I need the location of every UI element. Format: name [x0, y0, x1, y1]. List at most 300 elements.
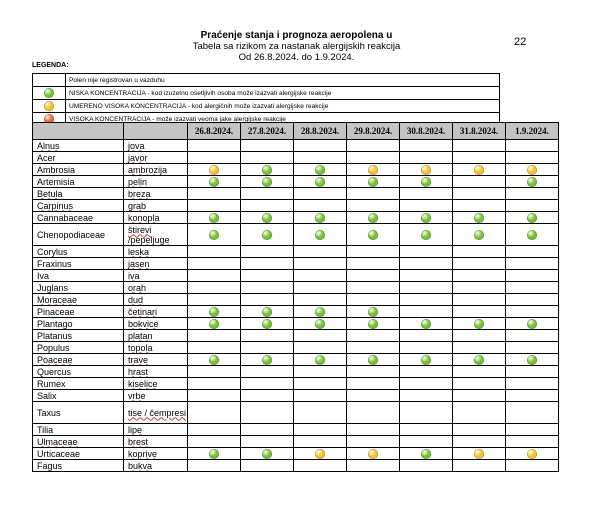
level-cell	[506, 424, 559, 436]
level-cell	[506, 448, 559, 460]
latin-name: Chenopodiaceae	[33, 224, 124, 246]
level-cell	[241, 270, 294, 282]
level-cell	[453, 188, 506, 200]
level-cell	[294, 306, 347, 318]
level-cell	[347, 164, 400, 176]
level-cell	[506, 378, 559, 390]
table-row	[33, 436, 559, 448]
level-cell	[188, 366, 241, 378]
level-cell	[188, 354, 241, 366]
level-cell	[506, 390, 559, 402]
level-cell	[241, 460, 294, 472]
table-row	[33, 246, 559, 258]
level-low-dot-icon	[209, 307, 219, 317]
local-name: pelin	[124, 176, 188, 188]
level-cell	[188, 282, 241, 294]
level-cell	[453, 176, 506, 188]
level-cell	[453, 270, 506, 282]
level-cell	[241, 246, 294, 258]
level-cell	[241, 448, 294, 460]
level-cell	[294, 378, 347, 390]
level-low-dot-icon	[527, 230, 537, 240]
level-cell	[188, 188, 241, 200]
level-low-dot-icon	[527, 177, 537, 187]
legend-icon-cell	[33, 87, 66, 100]
table-row	[33, 306, 559, 318]
page-number: 22	[514, 36, 527, 48]
level-cell	[347, 402, 400, 424]
level-cell	[506, 246, 559, 258]
level-cell	[347, 448, 400, 460]
level-cell	[294, 258, 347, 270]
level-cell	[188, 246, 241, 258]
level-cell	[347, 378, 400, 390]
level-cell	[400, 378, 453, 390]
local-name: četinari	[124, 306, 188, 318]
local-name: konopla	[124, 212, 188, 224]
level-cell	[241, 152, 294, 164]
level-low-dot-icon	[315, 355, 325, 365]
table-row	[33, 424, 559, 436]
level-low-dot-icon	[368, 307, 378, 317]
level-cell	[188, 436, 241, 448]
level-cell	[347, 282, 400, 294]
latin-name: Betula	[33, 188, 124, 200]
table-row	[33, 460, 559, 472]
level-cell	[400, 176, 453, 188]
local-name: bukva	[124, 460, 188, 472]
table-row	[33, 402, 559, 424]
table-row	[33, 224, 559, 246]
local-name: topola	[124, 342, 188, 354]
latin-name: Platanus	[33, 330, 124, 342]
legend-label: LEGENDA:	[32, 62, 69, 69]
latin-name: Carpinus	[33, 200, 124, 212]
local-name: jasen	[124, 258, 188, 270]
date-header-row	[33, 123, 559, 140]
level-cell	[241, 212, 294, 224]
level-cell	[506, 188, 559, 200]
table-row	[33, 294, 559, 306]
date-header: 31.8.2024.	[453, 123, 506, 140]
level-cell	[453, 246, 506, 258]
level-cell	[347, 330, 400, 342]
level-cell	[453, 424, 506, 436]
level-cell	[241, 200, 294, 212]
level-cell	[400, 436, 453, 448]
level-cell	[347, 366, 400, 378]
level-low-dot-icon	[368, 213, 378, 223]
level-cell	[453, 224, 506, 246]
level-cell	[188, 378, 241, 390]
level-cell	[400, 354, 453, 366]
level-medium-dot-icon	[368, 165, 378, 175]
level-cell	[347, 270, 400, 282]
local-name: iva	[124, 270, 188, 282]
level-cell	[506, 258, 559, 270]
level-cell	[188, 258, 241, 270]
level-cell	[400, 164, 453, 176]
local-name: kiselice	[124, 378, 188, 390]
level-cell	[453, 448, 506, 460]
level-cell	[506, 436, 559, 448]
level-cell	[241, 294, 294, 306]
level-cell	[188, 460, 241, 472]
local-name: leska	[124, 246, 188, 258]
level-cell	[453, 152, 506, 164]
level-cell	[241, 318, 294, 330]
local-name: jova	[124, 140, 188, 152]
level-low-dot-icon	[262, 319, 272, 329]
level-medium-dot-icon	[315, 449, 325, 459]
level-cell	[347, 306, 400, 318]
level-cell	[400, 212, 453, 224]
latin-name: Tilia	[33, 424, 124, 436]
level-low-dot-icon	[209, 230, 219, 240]
table-row	[33, 366, 559, 378]
level-cell	[506, 282, 559, 294]
level-cell	[241, 436, 294, 448]
table-row	[33, 282, 559, 294]
level-low-dot-icon	[262, 230, 272, 240]
legend-table	[32, 73, 500, 126]
level-cell	[400, 342, 453, 354]
local-name: grab	[124, 200, 188, 212]
level-cell	[453, 282, 506, 294]
table-row	[33, 164, 559, 176]
level-cell	[347, 258, 400, 270]
level-cell	[294, 318, 347, 330]
level-cell	[294, 152, 347, 164]
local-name: ambrozija	[124, 164, 188, 176]
level-cell	[400, 424, 453, 436]
yellow-dot-icon	[44, 101, 54, 111]
local-name: trave	[124, 354, 188, 366]
latin-name: Iva	[33, 270, 124, 282]
level-cell	[506, 294, 559, 306]
level-cell	[188, 152, 241, 164]
level-cell	[294, 390, 347, 402]
local-name: koprive	[124, 448, 188, 460]
latin-name: Fraxinus	[33, 258, 124, 270]
latin-name: Artemisia	[33, 176, 124, 188]
level-cell	[347, 354, 400, 366]
local-name: dud	[124, 294, 188, 306]
header-blank-cell	[33, 123, 124, 140]
level-cell	[400, 224, 453, 246]
level-cell	[453, 294, 506, 306]
level-cell	[453, 366, 506, 378]
level-cell	[241, 330, 294, 342]
level-cell	[188, 448, 241, 460]
table-row	[33, 212, 559, 224]
latin-name: Quercus	[33, 366, 124, 378]
level-cell	[188, 330, 241, 342]
level-cell	[188, 200, 241, 212]
date-header: 27.8.2024.	[241, 123, 294, 140]
level-cell	[347, 318, 400, 330]
legend-row-low	[33, 87, 500, 100]
latin-name: Juglans	[33, 282, 124, 294]
level-cell	[241, 306, 294, 318]
date-header: 1.9.2024.	[506, 123, 559, 140]
local-name: orah	[124, 282, 188, 294]
level-cell	[241, 188, 294, 200]
level-cell	[506, 460, 559, 472]
level-low-dot-icon	[262, 355, 272, 365]
table-row	[33, 354, 559, 366]
level-cell	[294, 436, 347, 448]
pollen-risk-table	[32, 122, 559, 472]
level-low-dot-icon	[474, 319, 484, 329]
level-cell	[347, 188, 400, 200]
level-cell	[347, 390, 400, 402]
level-cell	[188, 390, 241, 402]
level-cell	[506, 200, 559, 212]
level-cell	[241, 424, 294, 436]
level-cell	[188, 212, 241, 224]
local-name: brest	[124, 436, 188, 448]
level-cell	[453, 164, 506, 176]
green-dot-icon	[44, 88, 54, 98]
legend-text: NISKA KONCENTRACIJA - kod izuzetno osetljivih osoba može izazvati alergijske reakcije	[66, 87, 500, 100]
level-cell	[506, 342, 559, 354]
level-cell	[453, 318, 506, 330]
level-cell	[400, 294, 453, 306]
level-cell	[188, 306, 241, 318]
level-low-dot-icon	[474, 230, 484, 240]
level-low-dot-icon	[315, 213, 325, 223]
level-low-dot-icon	[315, 177, 325, 187]
level-cell	[241, 176, 294, 188]
level-cell	[347, 436, 400, 448]
level-cell	[400, 448, 453, 460]
table-row	[33, 200, 559, 212]
level-low-dot-icon	[368, 355, 378, 365]
level-low-dot-icon	[262, 307, 272, 317]
level-cell	[347, 200, 400, 212]
level-medium-dot-icon	[368, 449, 378, 459]
level-low-dot-icon	[368, 177, 378, 187]
level-cell	[347, 152, 400, 164]
level-cell	[188, 164, 241, 176]
level-medium-dot-icon	[527, 165, 537, 175]
level-cell	[188, 224, 241, 246]
level-cell	[400, 152, 453, 164]
latin-name: Rumex	[33, 378, 124, 390]
date-header: 29.8.2024.	[347, 123, 400, 140]
local-name: tise / čempresi	[124, 402, 188, 424]
level-cell	[188, 294, 241, 306]
document-title: Praćenje stanja i prognoza aeropolena u	[200, 30, 393, 41]
level-cell	[453, 390, 506, 402]
level-cell	[400, 140, 453, 152]
level-cell	[294, 200, 347, 212]
local-name: vrbe	[124, 390, 188, 402]
table-row	[33, 152, 559, 164]
local-name: platan	[124, 330, 188, 342]
level-cell	[241, 366, 294, 378]
date-header: 26.8.2024.	[188, 123, 241, 140]
level-cell	[294, 270, 347, 282]
level-low-dot-icon	[262, 449, 272, 459]
level-cell	[400, 200, 453, 212]
local-name: hrast	[124, 366, 188, 378]
level-cell	[347, 460, 400, 472]
latin-name: Plantago	[33, 318, 124, 330]
level-low-dot-icon	[368, 319, 378, 329]
level-cell	[294, 282, 347, 294]
document-subtitle: Tabela sa rizikom za nastanak alergijskih reakcija	[192, 41, 401, 52]
local-name: lipe	[124, 424, 188, 436]
level-cell	[241, 164, 294, 176]
level-cell	[347, 176, 400, 188]
level-low-dot-icon	[421, 177, 431, 187]
table-row	[33, 270, 559, 282]
local-name: štirevi /pepeljuge	[124, 224, 188, 246]
level-cell	[506, 402, 559, 424]
level-cell	[294, 366, 347, 378]
level-cell	[294, 164, 347, 176]
level-cell	[188, 342, 241, 354]
level-cell	[347, 424, 400, 436]
legend-icon-cell	[33, 100, 66, 113]
level-low-dot-icon	[209, 213, 219, 223]
level-cell	[453, 258, 506, 270]
level-cell	[400, 246, 453, 258]
level-cell	[241, 224, 294, 246]
level-cell	[453, 306, 506, 318]
level-cell	[188, 140, 241, 152]
level-low-dot-icon	[421, 355, 431, 365]
level-low-dot-icon	[315, 165, 325, 175]
level-low-dot-icon	[527, 355, 537, 365]
level-low-dot-icon	[262, 165, 272, 175]
level-medium-dot-icon	[209, 165, 219, 175]
level-cell	[453, 342, 506, 354]
legend-icon-cell	[33, 74, 66, 87]
level-cell	[241, 390, 294, 402]
level-cell	[453, 378, 506, 390]
level-cell	[453, 436, 506, 448]
table-row	[33, 176, 559, 188]
latin-name: Corylus	[33, 246, 124, 258]
level-cell	[347, 140, 400, 152]
level-cell	[188, 270, 241, 282]
level-cell	[188, 402, 241, 424]
table-row	[33, 342, 559, 354]
level-cell	[400, 390, 453, 402]
level-cell	[453, 212, 506, 224]
level-cell	[506, 140, 559, 152]
level-low-dot-icon	[262, 177, 272, 187]
level-medium-dot-icon	[474, 165, 484, 175]
level-low-dot-icon	[315, 230, 325, 240]
level-cell	[400, 460, 453, 472]
level-cell	[506, 224, 559, 246]
level-low-dot-icon	[421, 230, 431, 240]
latin-name: Taxus	[33, 402, 124, 424]
level-low-dot-icon	[474, 355, 484, 365]
level-low-dot-icon	[527, 319, 537, 329]
level-cell	[294, 354, 347, 366]
level-low-dot-icon	[209, 177, 219, 187]
latin-name: Pinaceae	[33, 306, 124, 318]
date-header: 28.8.2024.	[294, 123, 347, 140]
level-cell	[400, 188, 453, 200]
level-medium-dot-icon	[474, 449, 484, 459]
level-medium-dot-icon	[527, 449, 537, 459]
level-cell	[400, 318, 453, 330]
level-cell	[400, 330, 453, 342]
level-cell	[241, 342, 294, 354]
header-blank-cell	[124, 123, 188, 140]
level-cell	[453, 402, 506, 424]
level-low-dot-icon	[209, 355, 219, 365]
level-cell	[294, 140, 347, 152]
level-cell	[453, 200, 506, 212]
legend-text: UMERENO VISOKA KONCENTRACIJA - kod alergičnih može izazvati alergijske reakcije	[66, 100, 500, 113]
level-cell	[294, 448, 347, 460]
level-cell	[294, 176, 347, 188]
level-cell	[506, 212, 559, 224]
level-low-dot-icon	[209, 319, 219, 329]
local-name: bokvice	[124, 318, 188, 330]
level-cell	[506, 354, 559, 366]
level-cell	[241, 282, 294, 294]
level-cell	[400, 258, 453, 270]
level-low-dot-icon	[421, 213, 431, 223]
level-cell	[400, 402, 453, 424]
table-row	[33, 330, 559, 342]
level-cell	[400, 282, 453, 294]
level-low-dot-icon	[315, 307, 325, 317]
local-name: javor	[124, 152, 188, 164]
latin-name: Ulmaceae	[33, 436, 124, 448]
local-name: breza	[124, 188, 188, 200]
level-cell	[506, 318, 559, 330]
level-cell	[294, 342, 347, 354]
level-low-dot-icon	[421, 449, 431, 459]
legend-text: Polen nije registrovan u vazduhu	[66, 74, 500, 87]
level-low-dot-icon	[421, 319, 431, 329]
level-cell	[453, 354, 506, 366]
latin-name: Cannabaceae	[33, 212, 124, 224]
level-cell	[241, 402, 294, 424]
level-cell	[294, 188, 347, 200]
latin-name: Salix	[33, 390, 124, 402]
level-cell	[294, 246, 347, 258]
table-row	[33, 188, 559, 200]
level-cell	[188, 176, 241, 188]
level-cell	[347, 246, 400, 258]
level-cell	[347, 224, 400, 246]
level-cell	[453, 460, 506, 472]
level-cell	[506, 152, 559, 164]
level-cell	[241, 140, 294, 152]
latin-name: Fagus	[33, 460, 124, 472]
level-cell	[188, 424, 241, 436]
level-cell	[188, 318, 241, 330]
level-cell	[347, 294, 400, 306]
legend-row-medium	[33, 100, 500, 113]
latin-name: Ambrosia	[33, 164, 124, 176]
level-low-dot-icon	[209, 449, 219, 459]
level-low-dot-icon	[368, 230, 378, 240]
level-low-dot-icon	[315, 319, 325, 329]
level-cell	[506, 306, 559, 318]
table-row	[33, 378, 559, 390]
